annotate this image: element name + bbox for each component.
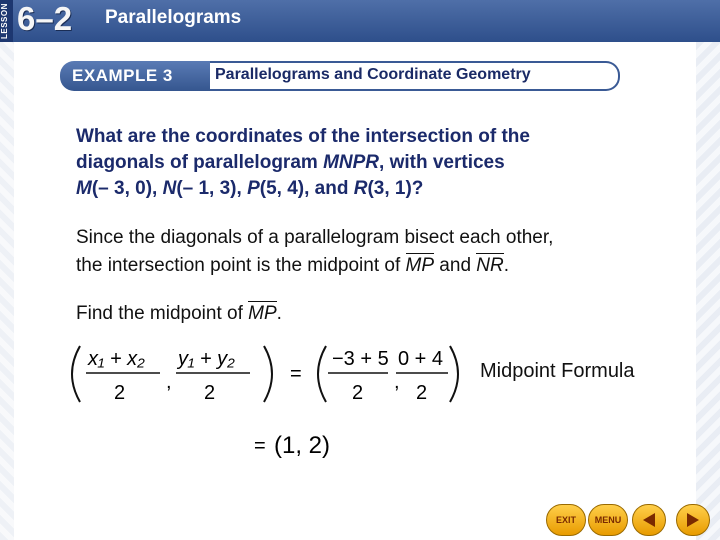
y-numerator: 0 + 4 — [398, 348, 444, 370]
next-arrow-icon — [686, 512, 700, 528]
equals-1: = — [290, 363, 302, 385]
lesson-header — [0, 0, 720, 42]
comma-1: , — [166, 371, 172, 393]
segment-mp-2: MP — [248, 300, 277, 328]
left-decoration — [0, 42, 14, 540]
question-text — [76, 124, 686, 202]
x-denominator-2: 2 — [352, 382, 364, 404]
lesson-tab: LESSON — [0, 0, 13, 42]
comma-2: , — [394, 371, 400, 393]
question-text-part: , with vertices — [379, 152, 505, 173]
right-paren-2 — [450, 346, 458, 402]
lesson-number: 6–2 — [17, 0, 73, 37]
explanation-text-part: the intersection point is the midpoint of — [76, 255, 406, 276]
x-numerator: −3 + 5 — [332, 348, 389, 370]
segment-mp: MP — [406, 252, 435, 280]
previous-arrow-icon — [642, 512, 656, 528]
menu-button[interactable]: MENU — [588, 504, 628, 536]
right-decoration — [696, 42, 720, 540]
y-sum: y₁ + y₂ — [178, 348, 235, 370]
parallelogram-name: MNPR — [323, 152, 380, 173]
next-button[interactable] — [676, 504, 710, 536]
left-paren — [72, 346, 80, 402]
exit-button[interactable]: EXIT — [546, 504, 586, 536]
segment-nr: NR — [476, 252, 503, 280]
find-text-part: . — [276, 303, 282, 324]
equals-2: = — [254, 435, 266, 457]
lesson-title: Parallelograms — [105, 7, 242, 28]
y-denominator-2: 2 — [416, 382, 428, 404]
vertex-m: M — [76, 178, 92, 199]
midpoint-formula — [66, 340, 466, 480]
result-point: (1, 2) — [274, 432, 331, 459]
previous-button[interactable] — [632, 504, 666, 536]
vertex-p-coords: (5, 4), and — [259, 178, 354, 199]
question-line-1: What are the coordinates of the intersection of the — [76, 126, 530, 147]
vertex-n-coords: (– 1, 3), — [176, 178, 248, 199]
left-paren-2 — [318, 346, 326, 402]
question-line-2 — [76, 150, 686, 176]
x-denominator: 2 — [114, 382, 126, 404]
vertex-p: P — [247, 178, 260, 199]
question-line-3 — [76, 176, 686, 202]
vertex-r-coords: (3, 1)? — [367, 178, 424, 199]
example-label: EXAMPLE 3 — [60, 61, 210, 91]
find-midpoint-text — [76, 300, 696, 328]
formula-note: Midpoint Formula — [480, 360, 635, 382]
question-text-part: diagonals of parallelogram — [76, 152, 324, 173]
explanation-text — [76, 224, 696, 280]
explanation-text-part: . — [503, 255, 510, 276]
y-denominator: 2 — [204, 382, 216, 404]
vertex-r: R — [353, 178, 368, 199]
explanation-line-2 — [76, 252, 696, 280]
x-sum: x₁ + x₂ — [88, 348, 145, 370]
find-text-part: Find the midpoint of — [76, 303, 249, 324]
explanation-text-part: and — [434, 255, 477, 276]
example-title: Parallelograms and Coordinate Geometry — [215, 66, 531, 83]
right-paren — [264, 346, 272, 402]
vertex-m-coords: (– 3, 0), — [91, 178, 163, 199]
vertex-n: N — [162, 178, 177, 199]
explanation-line-1: Since the diagonals of a parallelogram bisect each other, — [76, 227, 554, 248]
